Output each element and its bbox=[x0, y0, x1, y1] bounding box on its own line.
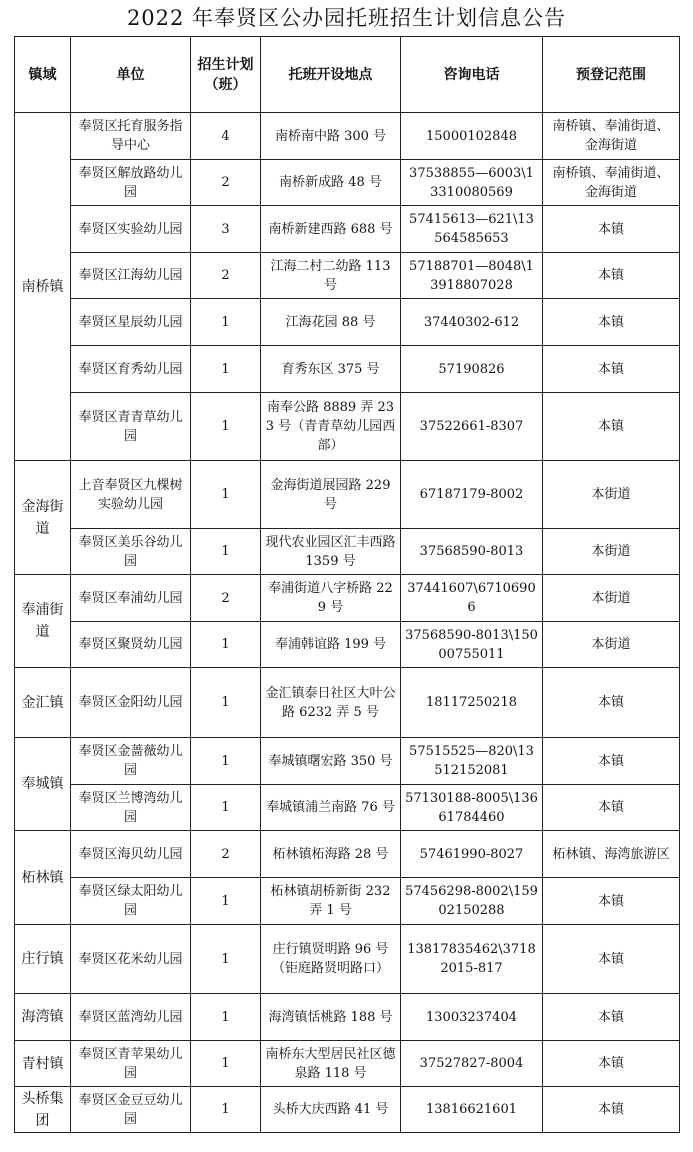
town-cell: 奉城镇 bbox=[15, 738, 71, 831]
phone-cell: 37441607\67106906 bbox=[401, 575, 543, 622]
plan-cell: 1 bbox=[191, 529, 261, 575]
phone-cell: 13003237404 bbox=[401, 994, 543, 1041]
unit-cell: 奉贤区绿太阳幼儿园 bbox=[71, 878, 191, 925]
unit-cell: 奉贤区美乐谷幼儿园 bbox=[71, 529, 191, 575]
range-cell: 本镇 bbox=[543, 668, 680, 738]
unit-cell: 奉贤区奉浦幼儿园 bbox=[71, 575, 191, 622]
unit-cell: 奉贤区青苹果幼儿园 bbox=[71, 1041, 191, 1087]
unit-cell: 奉贤区兰博湾幼儿园 bbox=[71, 785, 191, 831]
site-cell: 奉城镇曙宏路 350 号 bbox=[261, 738, 401, 785]
table-row bbox=[15, 160, 680, 206]
unit-cell: 奉贤区星辰幼儿园 bbox=[71, 299, 191, 346]
site-cell: 金汇镇泰日社区大叶公路 6232 弄 5 号 bbox=[261, 668, 401, 738]
phone-cell: 37538855—6003\13310080569 bbox=[401, 160, 543, 206]
table-header-row bbox=[15, 37, 680, 113]
table-row bbox=[15, 461, 680, 529]
town-cell: 金海街道 bbox=[15, 461, 71, 575]
phone-cell: 13816621601 bbox=[401, 1087, 543, 1133]
unit-cell: 奉贤区蓝湾幼儿园 bbox=[71, 994, 191, 1041]
unit-cell: 奉贤区实验幼儿园 bbox=[71, 206, 191, 253]
range-cell: 本镇 bbox=[543, 253, 680, 299]
site-cell: 奉城镇浦兰南路 76 号 bbox=[261, 785, 401, 831]
header-range: 预登记范围 bbox=[543, 37, 680, 113]
table-row bbox=[15, 738, 680, 785]
header-phone: 咨询电话 bbox=[401, 37, 543, 113]
site-cell: 现代农业园区汇丰西路 1359 号 bbox=[261, 529, 401, 575]
phone-cell: 57188701—8048\13918807028 bbox=[401, 253, 543, 299]
town-cell: 奉浦街道 bbox=[15, 575, 71, 668]
range-cell: 本街道 bbox=[543, 461, 680, 529]
table-row bbox=[15, 878, 680, 925]
phone-cell: 67187179-8002 bbox=[401, 461, 543, 529]
unit-cell: 奉贤区金蔷薇幼儿园 bbox=[71, 738, 191, 785]
site-cell: 江海花园 88 号 bbox=[261, 299, 401, 346]
town-cell: 青村镇 bbox=[15, 1041, 71, 1087]
plan-cell: 3 bbox=[191, 206, 261, 253]
unit-cell: 奉贤区海贝幼儿园 bbox=[71, 831, 191, 878]
unit-cell: 奉贤区育秀幼儿园 bbox=[71, 346, 191, 393]
plan-cell: 1 bbox=[191, 668, 261, 738]
plan-cell: 2 bbox=[191, 831, 261, 878]
plan-cell: 4 bbox=[191, 113, 261, 160]
site-cell: 南桥南中路 300 号 bbox=[261, 113, 401, 160]
header-site: 托班开设地点 bbox=[261, 37, 401, 113]
unit-cell: 奉贤区江海幼儿园 bbox=[71, 253, 191, 299]
town-cell: 金汇镇 bbox=[15, 668, 71, 738]
phone-cell: 15000102848 bbox=[401, 113, 543, 160]
town-cell: 庄行镇 bbox=[15, 925, 71, 994]
site-cell: 奉浦街道八字桥路 229 号 bbox=[261, 575, 401, 622]
plan-cell: 1 bbox=[191, 622, 261, 668]
phone-cell: 57461990-8027 bbox=[401, 831, 543, 878]
table-row bbox=[15, 393, 680, 461]
phone-cell: 57130188-8005\13661784460 bbox=[401, 785, 543, 831]
table-row bbox=[15, 831, 680, 878]
site-cell: 南桥东大型居民社区德泉路 118 号 bbox=[261, 1041, 401, 1087]
plan-cell: 1 bbox=[191, 393, 261, 461]
range-cell: 本街道 bbox=[543, 622, 680, 668]
plan-cell: 1 bbox=[191, 785, 261, 831]
site-cell: 南桥新成路 48 号 bbox=[261, 160, 401, 206]
plan-cell: 1 bbox=[191, 1041, 261, 1087]
enrollment-table bbox=[14, 36, 680, 1133]
header-plan: 招生计划（班） bbox=[191, 37, 261, 113]
town-cell: 柘林镇 bbox=[15, 831, 71, 925]
phone-cell: 57456298-8002\15902150288 bbox=[401, 878, 543, 925]
table-row bbox=[15, 206, 680, 253]
range-cell: 本镇 bbox=[543, 299, 680, 346]
plan-cell: 2 bbox=[191, 253, 261, 299]
unit-cell: 奉贤区青青草幼儿园 bbox=[71, 393, 191, 461]
town-cell: 头桥集团 bbox=[15, 1087, 71, 1133]
unit-cell: 奉贤区解放路幼儿园 bbox=[71, 160, 191, 206]
table-row bbox=[15, 113, 680, 160]
site-cell: 南奉公路 8889 弄 233 号（青青草幼儿园西部） bbox=[261, 393, 401, 461]
table-row bbox=[15, 1041, 680, 1087]
plan-cell: 1 bbox=[191, 1087, 261, 1133]
plan-cell: 2 bbox=[191, 160, 261, 206]
range-cell: 南桥镇、奉浦街道、金海街道 bbox=[543, 160, 680, 206]
phone-cell: 37568590-8013 bbox=[401, 529, 543, 575]
range-cell: 本镇 bbox=[543, 878, 680, 925]
range-cell: 本镇 bbox=[543, 785, 680, 831]
table-row bbox=[15, 253, 680, 299]
range-cell: 本镇 bbox=[543, 925, 680, 994]
plan-cell: 1 bbox=[191, 878, 261, 925]
site-cell: 柘林镇柘海路 28 号 bbox=[261, 831, 401, 878]
site-cell: 江海二村二幼路 113 号 bbox=[261, 253, 401, 299]
table-row bbox=[15, 346, 680, 393]
range-cell: 柘林镇、海湾旅游区 bbox=[543, 831, 680, 878]
site-cell: 南桥新建西路 688 号 bbox=[261, 206, 401, 253]
header-town: 镇域 bbox=[15, 37, 71, 113]
table-row bbox=[15, 529, 680, 575]
site-cell: 育秀东区 375 号 bbox=[261, 346, 401, 393]
range-cell: 本镇 bbox=[543, 393, 680, 461]
phone-cell: 37440302-612 bbox=[401, 299, 543, 346]
unit-cell: 上音奉贤区九棵树实验幼儿园 bbox=[71, 461, 191, 529]
range-cell: 本镇 bbox=[543, 1041, 680, 1087]
phone-cell: 37527827-8004 bbox=[401, 1041, 543, 1087]
range-cell: 本镇 bbox=[543, 1087, 680, 1133]
plan-cell: 1 bbox=[191, 346, 261, 393]
range-cell: 本街道 bbox=[543, 529, 680, 575]
plan-cell: 1 bbox=[191, 994, 261, 1041]
range-cell: 本镇 bbox=[543, 994, 680, 1041]
range-cell: 本镇 bbox=[543, 346, 680, 393]
table-row bbox=[15, 668, 680, 738]
plan-cell: 1 bbox=[191, 925, 261, 994]
phone-cell: 37568590-8013\15000755011 bbox=[401, 622, 543, 668]
unit-cell: 奉贤区金豆豆幼儿园 bbox=[71, 1087, 191, 1133]
plan-cell: 1 bbox=[191, 738, 261, 785]
phone-cell: 13817835462\37182015-817 bbox=[401, 925, 543, 994]
table-row bbox=[15, 622, 680, 668]
range-cell: 本镇 bbox=[543, 738, 680, 785]
phone-cell: 57190826 bbox=[401, 346, 543, 393]
unit-cell: 奉贤区聚贤幼儿园 bbox=[71, 622, 191, 668]
table-row bbox=[15, 994, 680, 1041]
table-row bbox=[15, 575, 680, 622]
site-cell: 金海街道展园路 229 号 bbox=[261, 461, 401, 529]
unit-cell: 奉贤区托育服务指导中心 bbox=[71, 113, 191, 160]
range-cell: 南桥镇、奉浦街道、金海街道 bbox=[543, 113, 680, 160]
plan-cell: 1 bbox=[191, 461, 261, 529]
header-unit: 单位 bbox=[71, 37, 191, 113]
site-cell: 头桥大庆西路 41 号 bbox=[261, 1087, 401, 1133]
plan-cell: 2 bbox=[191, 575, 261, 622]
range-cell: 本街道 bbox=[543, 575, 680, 622]
table-row bbox=[15, 925, 680, 994]
site-cell: 奉浦韩谊路 199 号 bbox=[261, 622, 401, 668]
page-title: 2022 年奉贤区公办园托班招生计划信息公告 bbox=[126, 6, 567, 30]
phone-cell: 57415613—621\13564585653 bbox=[401, 206, 543, 253]
phone-cell: 37522661-8307 bbox=[401, 393, 543, 461]
unit-cell: 奉贤区花米幼儿园 bbox=[71, 925, 191, 994]
town-cell: 海湾镇 bbox=[15, 994, 71, 1041]
town-cell: 南桥镇 bbox=[15, 113, 71, 461]
table-row bbox=[15, 299, 680, 346]
site-cell: 庄行镇贤明路 96 号（钜庭路贤明路口） bbox=[261, 925, 401, 994]
phone-cell: 57515525—820\13512152081 bbox=[401, 738, 543, 785]
table-row bbox=[15, 785, 680, 831]
phone-cell: 18117250218 bbox=[401, 668, 543, 738]
site-cell: 柘林镇胡桥新街 232 弄 1 号 bbox=[261, 878, 401, 925]
range-cell: 本镇 bbox=[543, 206, 680, 253]
plan-cell: 1 bbox=[191, 299, 261, 346]
table-row bbox=[15, 1087, 680, 1133]
site-cell: 海湾镇恬桃路 188 号 bbox=[261, 994, 401, 1041]
unit-cell: 奉贤区金阳幼儿园 bbox=[71, 668, 191, 738]
